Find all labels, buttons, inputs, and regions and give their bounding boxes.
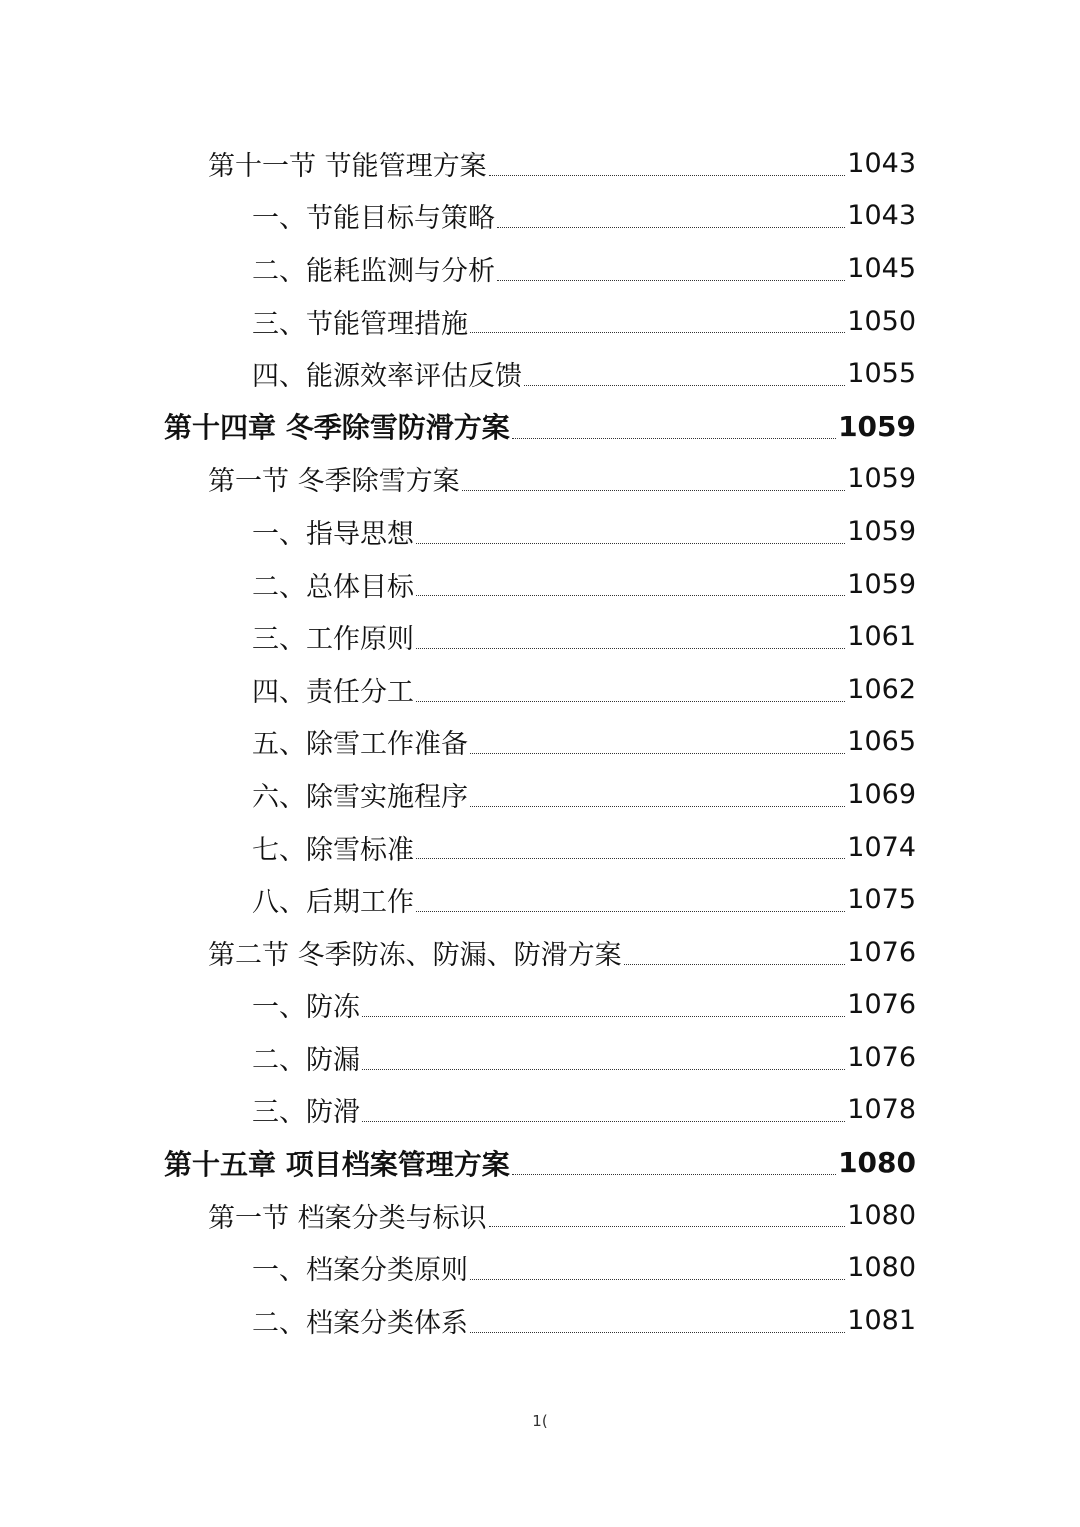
- toc-dot-leader: [624, 964, 846, 965]
- toc-entry-title: 二、能耗监测与分析: [252, 255, 495, 287]
- toc-entry[interactable]: [0, 242, 1080, 295]
- toc-entry-title: 一、防冻: [252, 992, 360, 1024]
- toc-entry-page-number: 1078: [847, 1094, 916, 1126]
- toc-dot-leader: [362, 1121, 845, 1122]
- toc-entry-title: 第十四章 冬季除雪防滑方案: [164, 411, 510, 445]
- toc-dot-leader: [497, 227, 845, 228]
- toc-entry-title: 二、总体目标: [252, 571, 414, 603]
- toc-entry-page-number: 1080: [838, 1146, 916, 1180]
- toc-entry[interactable]: [0, 1189, 1080, 1242]
- toc-entry[interactable]: [0, 663, 1080, 716]
- toc-entry[interactable]: [0, 610, 1080, 663]
- toc-entry[interactable]: [0, 979, 1080, 1032]
- toc-dot-leader: [416, 648, 845, 649]
- toc-entry-title: 二、防漏: [252, 1044, 360, 1076]
- toc-entry-title: 四、能源效率评估反馈: [252, 361, 522, 393]
- toc-entry-title: 第十一节 节能管理方案: [208, 150, 487, 182]
- toc-entry-title: 五、除雪工作准备: [252, 729, 468, 761]
- toc-entry-page-number: 1059: [847, 463, 916, 495]
- toc-dot-leader: [512, 1174, 836, 1175]
- toc-entry-page-number: 1075: [847, 884, 916, 916]
- toc-entry-title: 一、指导思想: [252, 518, 414, 550]
- toc-entry-title: 第一节 冬季除雪方案: [208, 466, 460, 498]
- toc-entry-page-number: 1061: [847, 621, 916, 653]
- table-of-contents: [0, 137, 1080, 1347]
- toc-entry-title: 四、责任分工: [252, 676, 414, 708]
- toc-entry-page-number: 1043: [847, 147, 916, 179]
- toc-entry[interactable]: [0, 505, 1080, 558]
- toc-entry-title: 第一节 档案分类与标识: [208, 1202, 487, 1234]
- toc-entry[interactable]: [0, 873, 1080, 926]
- toc-entry-title: 八、后期工作: [252, 887, 414, 919]
- toc-dot-leader: [470, 1332, 845, 1333]
- toc-entry-page-number: 1069: [847, 778, 916, 810]
- toc-dot-leader: [489, 175, 846, 176]
- toc-entry-title: 六、除雪实施程序: [252, 781, 468, 813]
- toc-entry-title: 第十五章 项目档案管理方案: [164, 1147, 510, 1181]
- toc-entry[interactable]: [0, 453, 1080, 506]
- toc-entry[interactable]: [0, 400, 1080, 453]
- toc-dot-leader: [462, 490, 846, 491]
- toc-entry-title: 七、除雪标准: [252, 834, 414, 866]
- toc-dot-leader: [416, 543, 845, 544]
- toc-entry-title: 一、档案分类原则: [252, 1255, 468, 1287]
- toc-entry-page-number: 1076: [847, 936, 916, 968]
- toc-entry-page-number: 1045: [847, 252, 916, 284]
- toc-dot-leader: [416, 701, 845, 702]
- toc-entry-title: 三、防滑: [252, 1097, 360, 1129]
- toc-dot-leader: [470, 332, 845, 333]
- toc-dot-leader: [470, 1279, 845, 1280]
- toc-entry-page-number: 1062: [847, 673, 916, 705]
- toc-entry[interactable]: [0, 1084, 1080, 1137]
- toc-entry[interactable]: [0, 137, 1080, 190]
- toc-dot-leader: [524, 385, 845, 386]
- toc-entry[interactable]: [0, 558, 1080, 611]
- toc-dot-leader: [416, 595, 845, 596]
- toc-dot-leader: [497, 280, 845, 281]
- toc-entry-page-number: 1065: [847, 726, 916, 758]
- toc-entry-page-number: 1059: [838, 409, 916, 443]
- toc-entry-page-number: 1050: [847, 305, 916, 337]
- toc-entry-page-number: 1080: [847, 1252, 916, 1284]
- toc-dot-leader: [362, 1069, 845, 1070]
- toc-dot-leader: [512, 438, 836, 439]
- toc-entry-title: 第二节 冬季防冻、防漏、防滑方案: [208, 939, 622, 971]
- toc-entry-page-number: 1076: [847, 989, 916, 1021]
- toc-dot-leader: [362, 1016, 845, 1017]
- toc-entry-page-number: 1043: [847, 200, 916, 232]
- toc-entry[interactable]: [0, 1241, 1080, 1294]
- toc-entry-page-number: 1080: [847, 1199, 916, 1231]
- toc-entry[interactable]: [0, 1136, 1080, 1189]
- toc-dot-leader: [489, 1226, 846, 1227]
- toc-entry[interactable]: [0, 926, 1080, 979]
- toc-dot-leader: [416, 911, 845, 912]
- toc-entry[interactable]: [0, 190, 1080, 243]
- toc-entry-title: 三、节能管理措施: [252, 308, 468, 340]
- toc-dot-leader: [416, 858, 845, 859]
- toc-entry-page-number: 1059: [847, 515, 916, 547]
- toc-entry-page-number: 1059: [847, 568, 916, 600]
- toc-entry[interactable]: [0, 821, 1080, 874]
- toc-entry-page-number: 1074: [847, 831, 916, 863]
- toc-entry-title: 三、工作原则: [252, 624, 414, 656]
- toc-entry-page-number: 1076: [847, 1041, 916, 1073]
- toc-entry[interactable]: [0, 768, 1080, 821]
- toc-entry-title: 一、节能目标与策略: [252, 203, 495, 235]
- toc-entry[interactable]: [0, 1294, 1080, 1347]
- toc-entry[interactable]: [0, 347, 1080, 400]
- toc-entry-title: 二、档案分类体系: [252, 1307, 468, 1339]
- toc-entry-page-number: 1055: [847, 358, 916, 390]
- toc-entry[interactable]: [0, 716, 1080, 769]
- page-number: 1(: [532, 1412, 548, 1430]
- toc-entry-page-number: 1081: [847, 1304, 916, 1336]
- toc-dot-leader: [470, 753, 845, 754]
- toc-entry[interactable]: [0, 1031, 1080, 1084]
- toc-dot-leader: [470, 806, 845, 807]
- toc-entry[interactable]: [0, 295, 1080, 348]
